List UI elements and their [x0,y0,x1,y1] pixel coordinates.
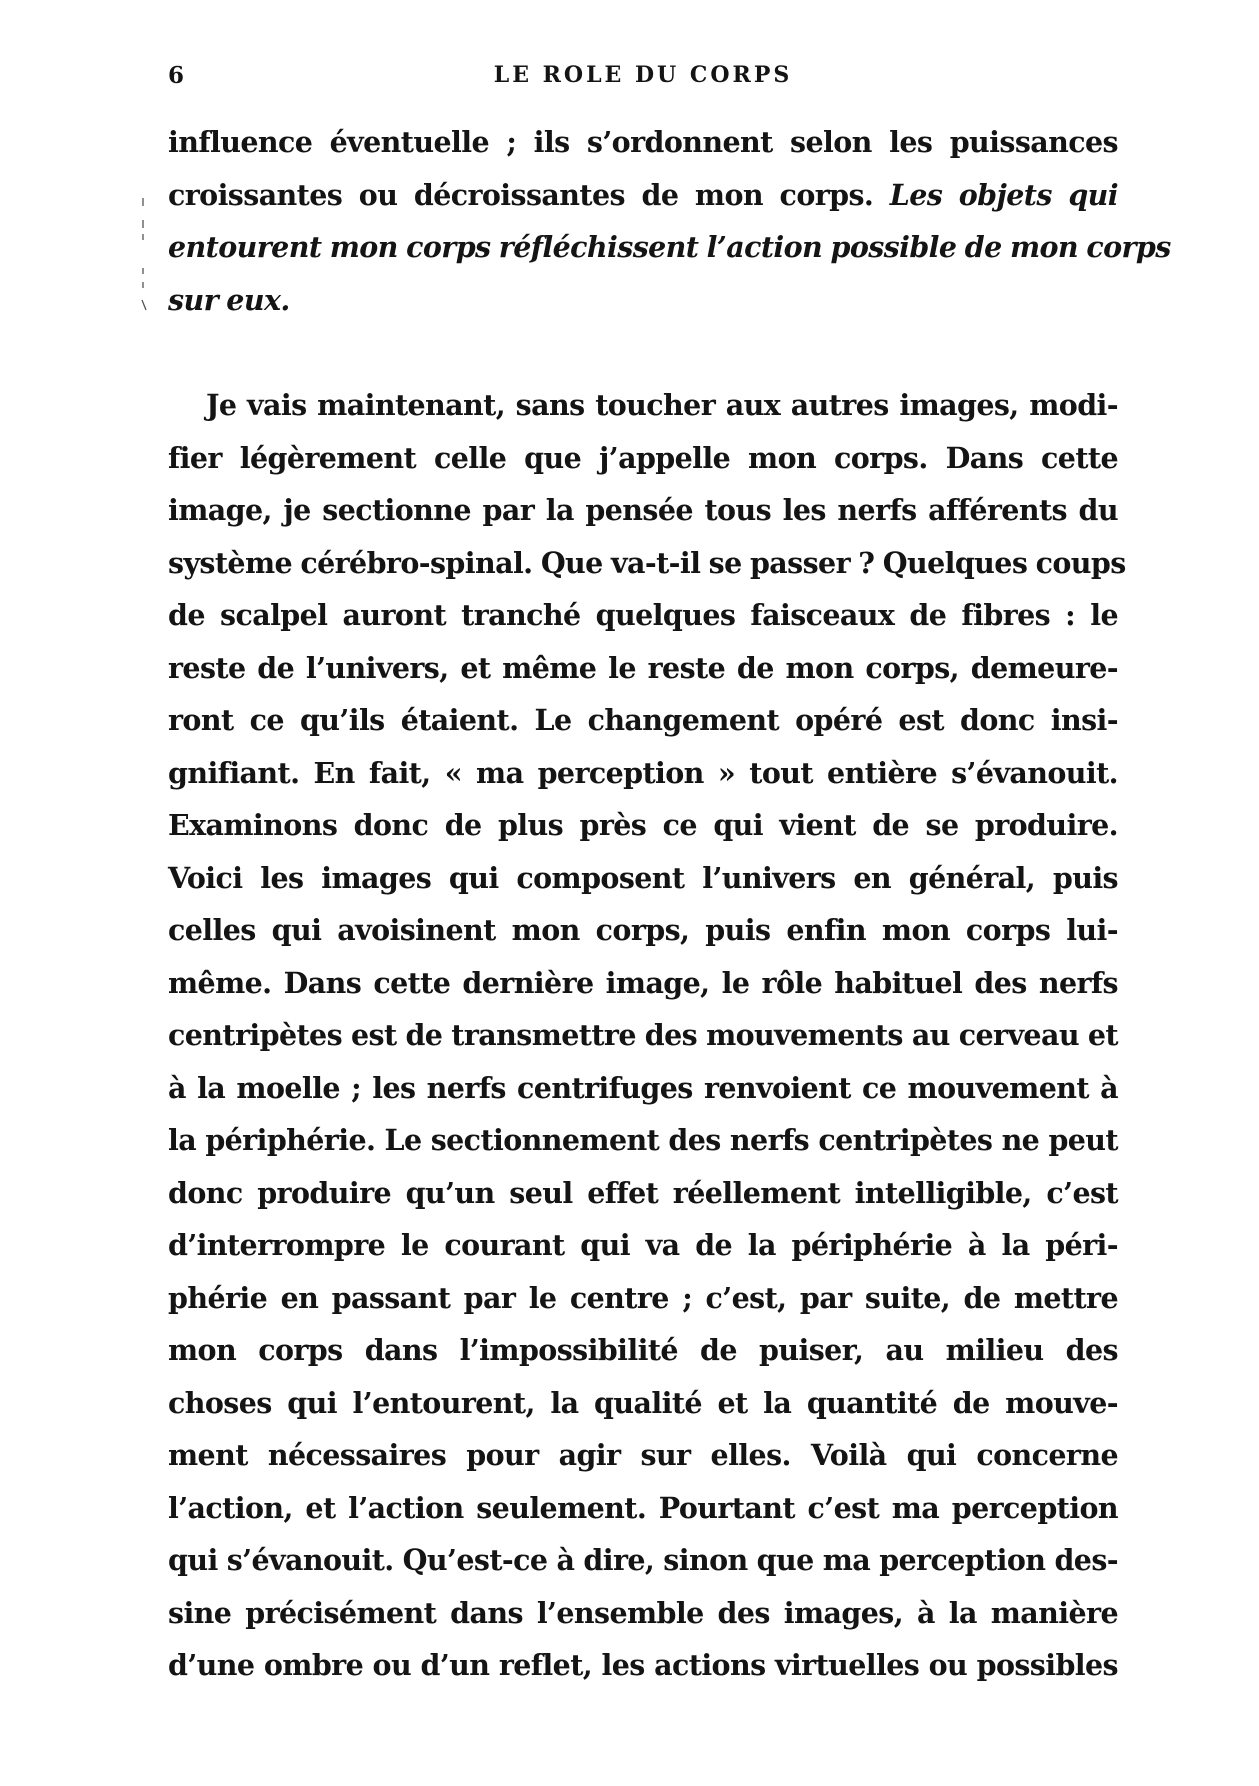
italic-emphasis-line: sur eux. [168,282,290,317]
text-line: d’une ombre ou d’un reflet, les actions virtuelles ou possibles [168,1648,1118,1682]
text-line: reste de l’univers, et même le reste de mon corps, demeure- [168,650,1118,685]
text-line: système cérébro-spinal. Que va-t-il se passer ? Quelques coups [168,545,1126,580]
text-line: Examinons donc de plus près ce qui vient de se produire. [168,808,1118,842]
text-line [168,169,1118,222]
text-line: influence éventuelle ; ils s’ordonnent selon les puissances [168,125,1118,159]
text-line: qui s’évanouit. Qu’est-ce à dire, sinon que ma perception des- [168,1543,1118,1577]
text-line: d’interrompre le courant qui va de la périphérie à la péri- [168,1228,1118,1262]
text-line: de scalpel auront tranché quelques faisceaux de fibres : le [168,598,1118,632]
page-header [168,62,1118,102]
text-line: ment nécessaires pour agir sur elles. Voilà qui concerne [168,1438,1118,1472]
italic-emphasis: Les objets qui [889,177,1118,212]
text-run: croissantes ou décroissantes de mon corps. [168,177,890,212]
text-line: même. Dans cette dernière image, le rôle habituel des nerfs [168,965,1118,1000]
text-line: fier légèrement celle que j’appelle mon corps. Dans cette [168,440,1118,475]
running-title: LE ROLE DU CORPS [493,62,793,88]
text-line: mon corps dans l’impossibilité de puiser, au milieu des [168,1333,1118,1367]
paragraph-main [168,379,1126,1692]
margin-pencil-marks [138,198,148,338]
page-number: 6 [168,62,186,89]
text-line: choses qui l’entourent, la qualité et la quantité de mouve- [168,1385,1118,1420]
text-line: Voici les images qui composent l’univers en général, puis [168,860,1118,895]
text-line: celles qui avoisinent mon corps, puis enfin mon corps lui- [168,913,1118,947]
text-line: gnifiant. En fait, « ma perception » tout entière s’évanouit. [168,755,1118,790]
text-line: donc produire qu’un seul effet réellement intelligible, c’est [168,1175,1118,1210]
text-line: centripètes est de transmettre des mouvements au cerveau et [168,1018,1118,1052]
paragraph-continuation [168,116,1171,326]
text-line: la périphérie. Le sectionnement des nerfs centripètes ne peut [168,1123,1118,1157]
italic-emphasis-line: entourent mon corps réfléchissent l’action possible de mon corps [168,230,1171,264]
text-line: sine précisément dans l’ensemble des images, à la manière [168,1595,1118,1630]
text-line: Je vais maintenant, sans toucher aux autres images, modi- [206,388,1118,422]
text-line: ront ce qu’ils étaient. Le changement opéré est donc insi- [168,703,1118,737]
text-line: phérie en passant par le centre ; c’est, par suite, de mettre [168,1280,1118,1315]
text-line: image, je sectionne par la pensée tous les nerfs afférents du [168,493,1118,527]
text-line: à la moelle ; les nerfs centrifuges renvoient ce mouvement à [168,1070,1118,1105]
text-line: l’action, et l’action seulement. Pourtant c’est ma perception [168,1490,1118,1525]
